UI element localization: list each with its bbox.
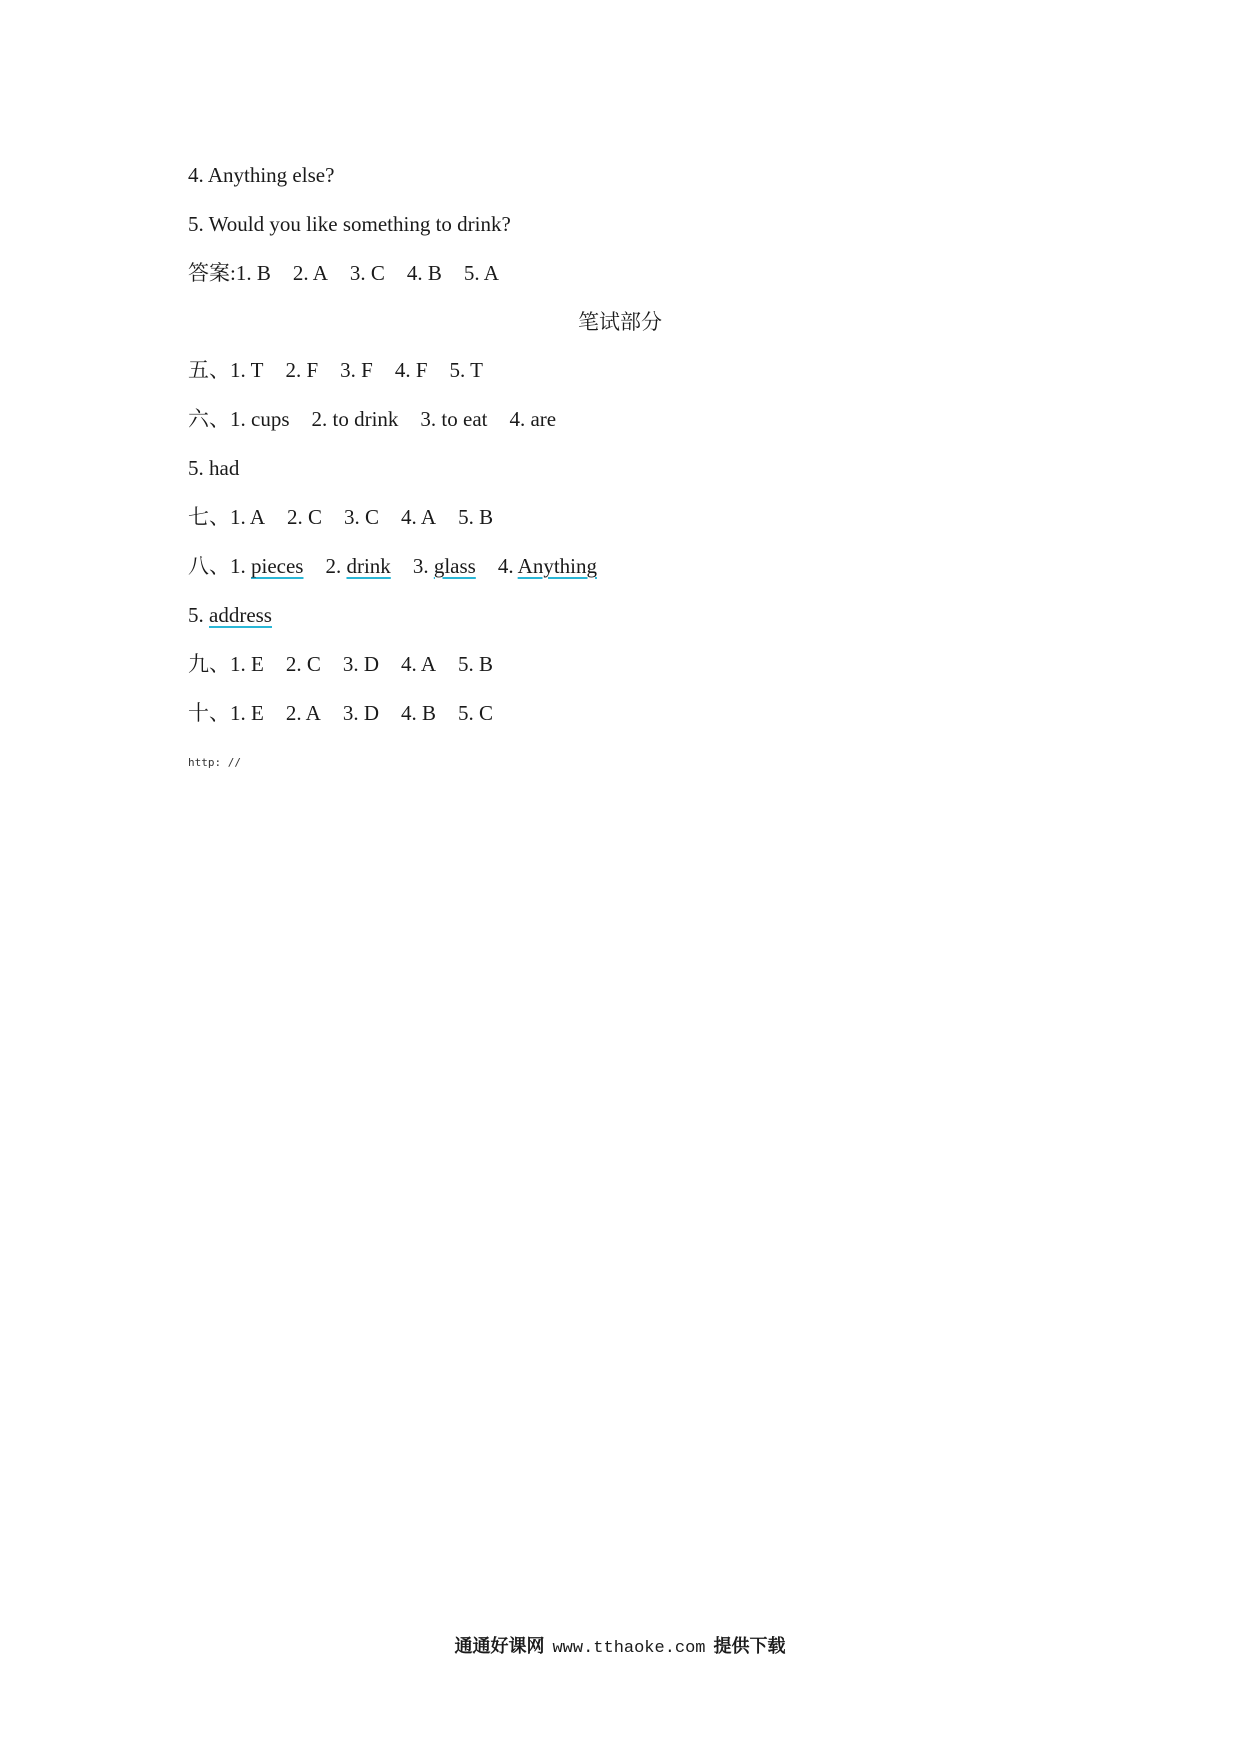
answer-item: 1. E bbox=[230, 701, 264, 725]
underlined-word: Anything bbox=[517, 554, 597, 578]
section-eight-prefix: 八、 bbox=[188, 554, 230, 578]
section-six-continuation: 5. had bbox=[188, 456, 240, 480]
underlined-word: address bbox=[209, 603, 272, 627]
answer-item: 4. A bbox=[401, 505, 437, 529]
url-text: http: // bbox=[188, 756, 241, 769]
answer-item: 1. E bbox=[230, 652, 264, 676]
footer-download-text: 提供下载 bbox=[713, 1636, 786, 1656]
answer-item: 1. A bbox=[230, 505, 266, 529]
answer-item: 4. B bbox=[401, 701, 437, 725]
section-ten-row bbox=[188, 700, 493, 726]
answer-item: 4. B bbox=[406, 261, 442, 285]
item-number: 3. bbox=[412, 554, 434, 578]
answer-row bbox=[188, 260, 499, 286]
answer-item: 2. to drink bbox=[311, 407, 399, 431]
answer-item: 5. A bbox=[463, 261, 499, 285]
answer-item: 5. C bbox=[458, 701, 494, 725]
listening-line-5: 5. Would you like something to drink? bbox=[188, 212, 511, 236]
section-eight-continuation bbox=[188, 602, 272, 628]
answer-item bbox=[230, 553, 303, 579]
underlined-word: glass bbox=[433, 554, 476, 578]
answer-item: 5. B bbox=[458, 505, 494, 529]
answer-item: 3. F bbox=[340, 358, 373, 382]
section-ten-prefix: 十、 bbox=[188, 701, 230, 725]
answer-item: 3. C bbox=[344, 505, 380, 529]
answer-item: 5. T bbox=[449, 358, 483, 382]
answer-prefix: 答案: bbox=[188, 261, 236, 285]
section-eight-row bbox=[188, 553, 597, 579]
answer-item: 4. are bbox=[509, 407, 557, 431]
answer-item: 2. A bbox=[292, 261, 328, 285]
underlined-word: drink bbox=[346, 554, 391, 578]
section-nine-prefix: 九、 bbox=[188, 652, 230, 676]
section-seven-row bbox=[188, 504, 493, 530]
answer-item: 2. A bbox=[285, 701, 321, 725]
answer-item: 4. F bbox=[394, 358, 428, 382]
section-heading: 笔试部分 bbox=[578, 310, 662, 334]
answer-item: 2. C bbox=[287, 505, 323, 529]
answer-item: 5. B bbox=[458, 652, 494, 676]
answer-item: 1. T bbox=[230, 358, 264, 382]
section-six-prefix: 六、 bbox=[188, 407, 230, 431]
answer-item bbox=[498, 553, 597, 579]
underlined-word: pieces bbox=[251, 554, 304, 578]
answer-item: 3. D bbox=[342, 652, 380, 676]
item-number: 2. bbox=[325, 554, 347, 578]
answer-item: 4. A bbox=[401, 652, 437, 676]
answer-item: 3. D bbox=[342, 701, 380, 725]
section-five-row bbox=[188, 357, 483, 383]
item-number: 4. bbox=[497, 554, 518, 578]
answer-item: 2. C bbox=[285, 652, 321, 676]
answer-item: 2. F bbox=[285, 358, 319, 382]
answer-item: 3. to eat bbox=[420, 407, 488, 431]
page-footer bbox=[0, 1632, 1240, 1658]
answer-item: 3. C bbox=[349, 261, 385, 285]
item-number: 5. bbox=[188, 603, 209, 627]
section-five-prefix: 五、 bbox=[188, 358, 230, 382]
footer-url: www.tthaoke.com bbox=[552, 1639, 706, 1658]
footer-site-name: 通通好课网 bbox=[454, 1636, 545, 1656]
listening-line-4: 4. Anything else? bbox=[188, 163, 335, 187]
answer-item: 1. B bbox=[235, 261, 271, 285]
section-six-row bbox=[188, 406, 556, 432]
answer-item bbox=[413, 553, 476, 579]
answer-item bbox=[325, 553, 390, 579]
answer-item: 1. cups bbox=[230, 407, 290, 431]
item-number: 1. bbox=[230, 554, 251, 578]
section-seven-prefix: 七、 bbox=[188, 505, 230, 529]
section-nine-row bbox=[188, 651, 493, 677]
